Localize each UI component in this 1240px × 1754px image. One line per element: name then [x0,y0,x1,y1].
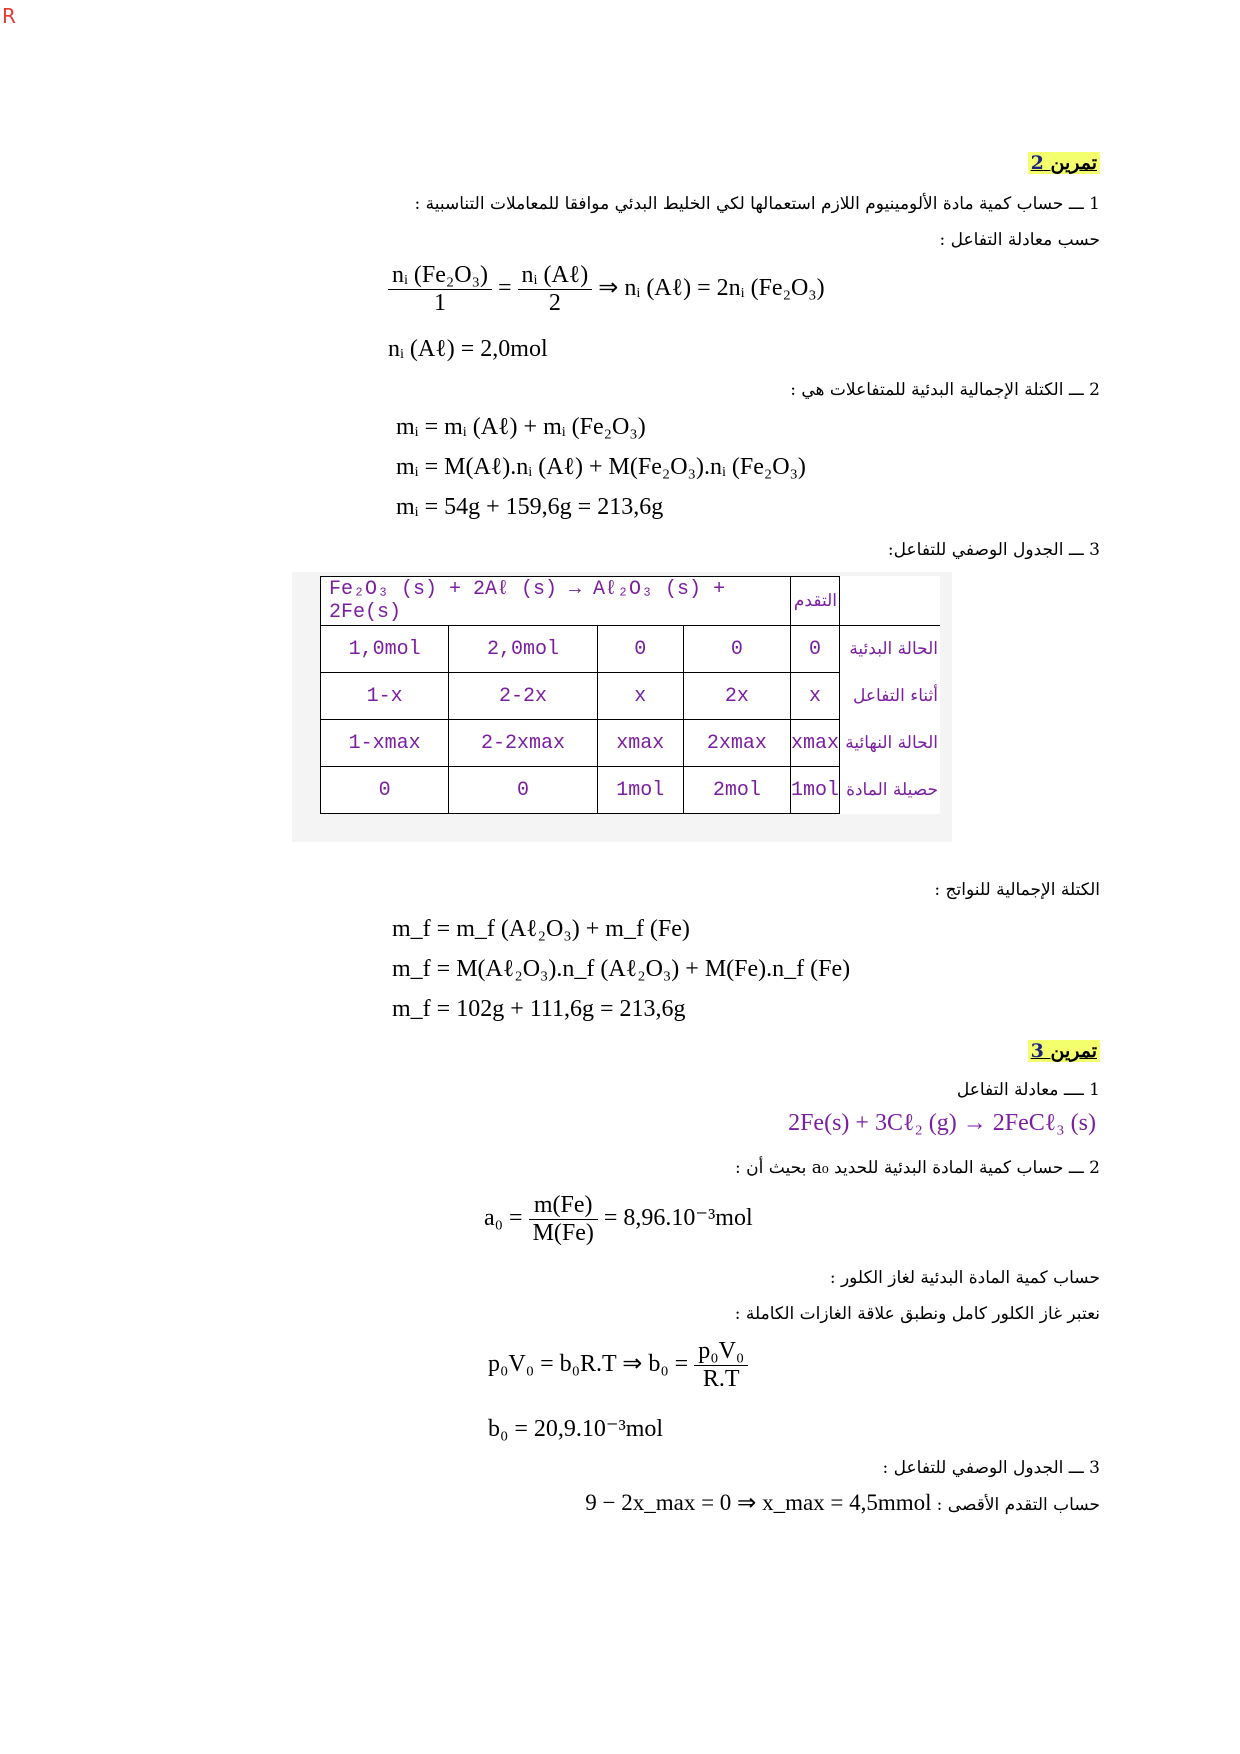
xmax-equation: 9 − 2x_max = 0 ⇒ x_max = 4,5mmol [585,1490,932,1515]
table-cell: xmax [790,720,839,767]
ex3-question-5: 3 ـــ الجدول الوصفي للتفاعل : [882,1458,1100,1478]
formula-lhs: p₀V₀ = b₀R.T ⇒ b₀ = [488,1351,689,1378]
exercise-2-title [1028,152,1100,174]
fraction-denominator: 1 [433,290,446,316]
fraction-fe2o3 [388,262,492,317]
fraction-denominator: M(Fe) [532,1220,594,1246]
exercise-3-heading [1028,1040,1100,1062]
corner-mark: R [2,4,16,28]
fraction-denominator: R.T [702,1366,740,1392]
ex2-formula-6: m_f = m_f (Aℓ₂O₃) + m_f (Fe) [392,916,690,942]
table-cell: 1-x [321,673,449,720]
row-label: الحالة النهائية [840,720,941,767]
exercise-3-title-text: تمرين [1050,1040,1097,1062]
ex2-question-3: 3 ـــ الجدول الوصفي للتفاعل: [887,540,1100,560]
fraction-numerator: m(Fe) [529,1192,598,1220]
ex3-question-6 [585,1490,1100,1516]
ex2-question-1: 1 ـــ حساب كمية مادة الألومينيوم اللازم استعمالها لكي الخليط البدئي موافقا للمعاملات التناسبية : [414,194,1100,214]
row-label: الحالة البدئية [840,626,941,673]
ex2-formula-2: nᵢ (Aℓ) = 2,0mol [388,336,548,362]
progress-header: التقدم [790,577,839,626]
table-cell: 1mol [597,767,683,814]
table-row [321,720,941,767]
ex3-formula-2 [488,1338,748,1393]
table-cell: 2,0mol [449,626,597,673]
fraction-al [518,262,593,317]
table-cell: 0 [790,626,839,673]
row-label: أثناء التفاعل [840,673,941,720]
table-cell: 1mol [790,767,839,814]
table-row [321,767,941,814]
ex3-question-1: 1 ــــ معادلة التفاعل [956,1080,1100,1100]
fraction-numerator: nᵢ (Aℓ) [518,262,593,290]
table-row [321,673,941,720]
exercise-2-title-text: تمرين [1050,152,1097,174]
table-cell: 2xmax [683,720,790,767]
formula-rhs: = 8,96.10⁻³mol [603,1205,753,1232]
table-cell: x [790,673,839,720]
formula-rest: ⇒ nᵢ (Aℓ) = 2nᵢ (Fe₂O₃) [598,275,825,302]
table-header-row [321,577,941,626]
table-cell: 2-2xmax [449,720,597,767]
ex2-formula-8: m_f = 102g + 111,6g = 213,6g [392,996,686,1022]
ex2-formula-4: mᵢ = M(Aℓ).nᵢ (Aℓ) + M(Fe₂O₃).nᵢ (Fe₂O₃) [396,454,806,480]
fraction-numerator: p₀V₀ [694,1338,748,1366]
table-cell: 2x [683,673,790,720]
formula-lhs: a₀ = [484,1205,523,1232]
table-cell: 1-xmax [321,720,449,767]
ex2-question-1-sub: حسب معادلة التفاعل : [939,230,1100,250]
ex3-question-4: نعتبر غاز الكلور كامل ونطبق علاقة الغازات الكاملة : [734,1304,1100,1324]
table-cell: 0 [683,626,790,673]
ex3-question-3: حساب كمية المادة البدئية لغاز الكلور : [829,1268,1100,1288]
ex2-question-2: 2 ـــ الكتلة الإجمالية البدئية للمتفاعلات هي : [790,380,1100,400]
progress-table [320,576,940,814]
table-cell: 0 [321,767,449,814]
ex2-question-4: الكتلة الإجمالية للنواتج : [934,880,1100,900]
table-corner [840,577,941,626]
ex2-formula-1: $\frac{\text{nᵢ (Fe₂O₃)}}{1}$ = $\frac{\text{nᵢ (Aℓ)}}{2}$ ⇒ nᵢ (Aℓ) = 2nᵢ (Fe₂O₃) [388,262,825,317]
table-cell: xmax [597,720,683,767]
reaction-equation: Fe₂O₃ (s) + 2Aℓ (s) → Aℓ₂O₃ (s) + 2Fe(s) [321,577,791,626]
table-row [321,626,941,673]
xmax-label: حساب التقدم الأقصى : [936,1495,1100,1515]
table-cell: 1,0mol [321,626,449,673]
ex2-formula-7: m_f = M(Aℓ₂O₃).n_f (Aℓ₂O₃) + M(Fe).n_f (Fe) [392,956,851,982]
table-cell: 0 [449,767,597,814]
table-cell: 2mol [683,767,790,814]
exercise-3-title [1028,1040,1100,1062]
fraction-mass [529,1192,598,1247]
ex3-formula-3: b₀ = 20,9.10⁻³mol [488,1416,664,1442]
fraction-gas [694,1338,748,1393]
table-cell: 0 [597,626,683,673]
table-cell: 2-2x [449,673,597,720]
row-label: حصيلة المادة [840,767,941,814]
fraction-numerator: nᵢ (Fe₂O₃) [388,262,492,290]
ex2-formula-3: mᵢ = mᵢ (Aℓ) + mᵢ (Fe₂O₃) [396,414,646,440]
table-cell: x [597,673,683,720]
ex3-reaction: 2Fe(s) + 3Cℓ₂ (g) → 2FeCℓ₃ (s) [788,1110,1096,1136]
ex3-formula-1 [484,1192,753,1247]
exercise-2-number: 2 [1030,152,1044,174]
fraction-denominator: 2 [548,290,561,316]
ex3-question-2: 2 ـــ حساب كمية المادة البدئية للحديد a₀ بحيث أن : [735,1158,1100,1178]
ex2-formula-5: mᵢ = 54g + 159,6g = 213,6g [396,494,664,520]
exercise-2-heading [1028,152,1100,174]
exercise-3-number: 3 [1030,1040,1044,1062]
